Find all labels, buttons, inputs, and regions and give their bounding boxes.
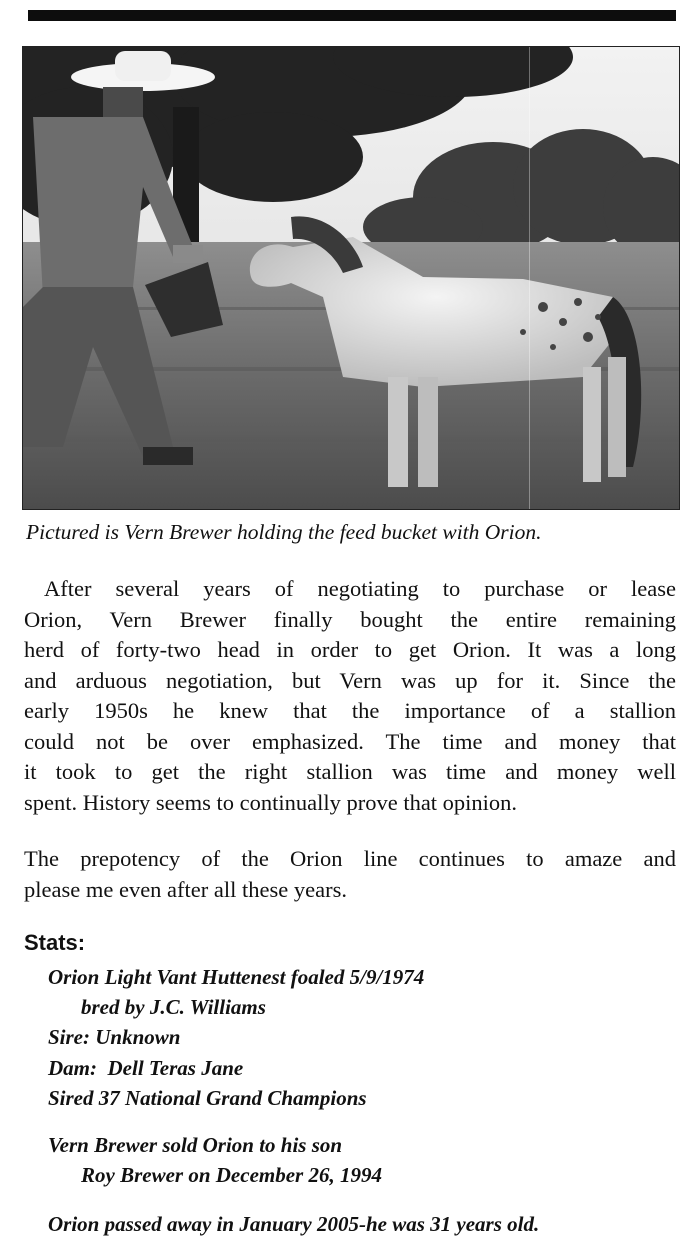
paragraph-line: herd of forty-two head in order to get Orion. It was a long — [24, 637, 676, 662]
stats-heading: Stats: — [24, 930, 86, 955]
stats-bred-by: bred by J.C. Williams — [81, 995, 266, 1020]
body-paragraph-1 — [24, 574, 676, 818]
stats-sire: Sire: Unknown — [48, 1025, 181, 1050]
paragraph-line: spent. History seems to continually prove that opinion. — [24, 789, 518, 815]
stats-dam: Dam: Dell Teras Jane — [48, 1055, 244, 1080]
paragraph-line: The prepotency of the Orion line continues to amaze and — [24, 846, 676, 871]
paragraph-line: Orion, Vern Brewer finally bought the entire remaining — [24, 606, 676, 632]
paragraph-line: please me even after all these years. — [24, 876, 347, 902]
paragraph-line: it took to get the right stallion was time and money well — [24, 759, 676, 784]
stats-sale — [48, 1130, 382, 1190]
photo-illustration — [23, 47, 679, 509]
top-rule — [28, 10, 676, 21]
paragraph-line: After several years of negotiating to purchase or lease — [44, 576, 676, 601]
stats-sold-line-2: Roy Brewer on December 26, 1994 — [81, 1163, 382, 1188]
stats-sired: Sired 37 National Grand Champions — [48, 1085, 367, 1110]
stats-name-line: Orion Light Vant Huttenest foaled 5/9/1974 — [48, 965, 425, 989]
stats-passed: Orion passed away in January 2005-he was 31 years old. — [48, 1212, 540, 1236]
paragraph-line: early 1950s he knew that the importance of a stallion — [24, 698, 676, 723]
stats-sold-line-1: Vern Brewer sold Orion to his son — [48, 1133, 343, 1157]
photo-caption: Pictured is Vern Brewer holding the feed bucket with Orion. — [26, 520, 542, 544]
stats-details — [48, 962, 424, 1113]
horse-photo — [22, 46, 680, 510]
body-paragraph-2 — [24, 844, 676, 905]
paragraph-line: and arduous negotiation, but Vern was up for it. Since the — [24, 667, 676, 693]
paragraph-line: could not be over emphasized. The time and money that — [24, 728, 676, 754]
